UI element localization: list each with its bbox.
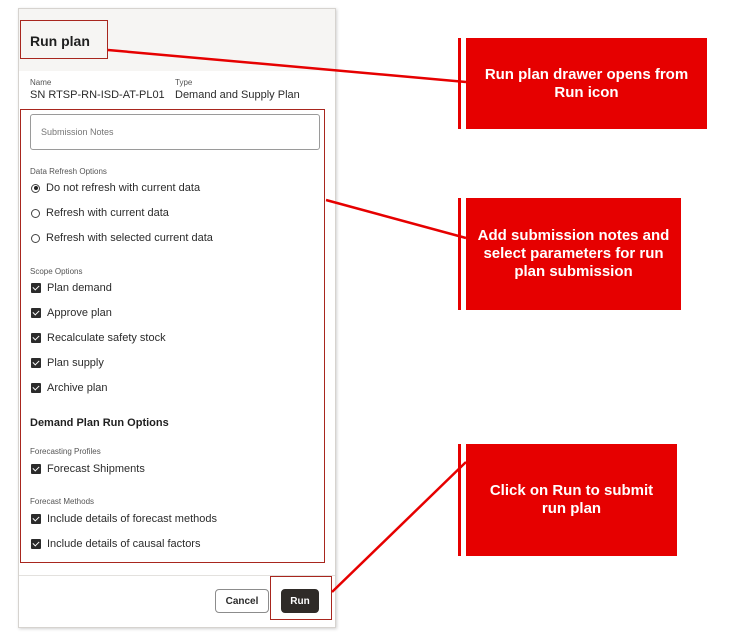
forecasting-profiles-label: Forecasting Profiles [30, 447, 101, 456]
radio-label: Refresh with selected current data [46, 232, 213, 244]
radio-label: Refresh with current data [46, 207, 169, 219]
callout-click-run: Click on Run to submit run plan [466, 444, 677, 556]
type-label: Type [175, 78, 193, 87]
radio-label: Do not refresh with current data [46, 182, 201, 194]
callout-accent-bar [458, 444, 461, 556]
cancel-button[interactable]: Cancel [215, 589, 269, 613]
callout-accent-bar [458, 198, 461, 310]
scope-options-label: Scope Options [30, 267, 83, 276]
checkbox-label: Include details of forecast methods [47, 513, 217, 525]
connector-line-3 [332, 462, 466, 592]
demand-plan-run-options-heading: Demand Plan Run Options [30, 417, 169, 429]
checkbox-label: Approve plan [47, 307, 112, 319]
checkbox-label: Archive plan [47, 382, 108, 394]
plan-type-value: Demand and Supply Plan [175, 89, 300, 101]
plan-name-value: SN RTSP-RN-ISD-AT-PL01 [30, 89, 165, 101]
forecast-methods-label: Forecast Methods [30, 497, 95, 506]
connector-line-1 [108, 50, 466, 82]
connector-line-2 [326, 200, 466, 238]
checkbox-label: Include details of causal factors [47, 538, 201, 550]
checkbox-label: Forecast Shipments [47, 463, 145, 475]
data-refresh-options-label: Data Refresh Options [30, 167, 107, 176]
callout-drawer-opens: Run plan drawer opens from Run icon [466, 38, 707, 129]
checkbox-label: Recalculate safety stock [47, 332, 166, 344]
checkbox-label: Plan demand [47, 282, 112, 294]
callout-accent-bar [458, 38, 461, 129]
name-label: Name [30, 78, 52, 87]
checkbox-label: Plan supply [47, 357, 104, 369]
callout-submission-notes: Add submission notes and select parameters for run plan submission [466, 198, 681, 310]
drawer-title: Run plan [30, 33, 90, 49]
run-button[interactable]: Run [281, 589, 319, 613]
